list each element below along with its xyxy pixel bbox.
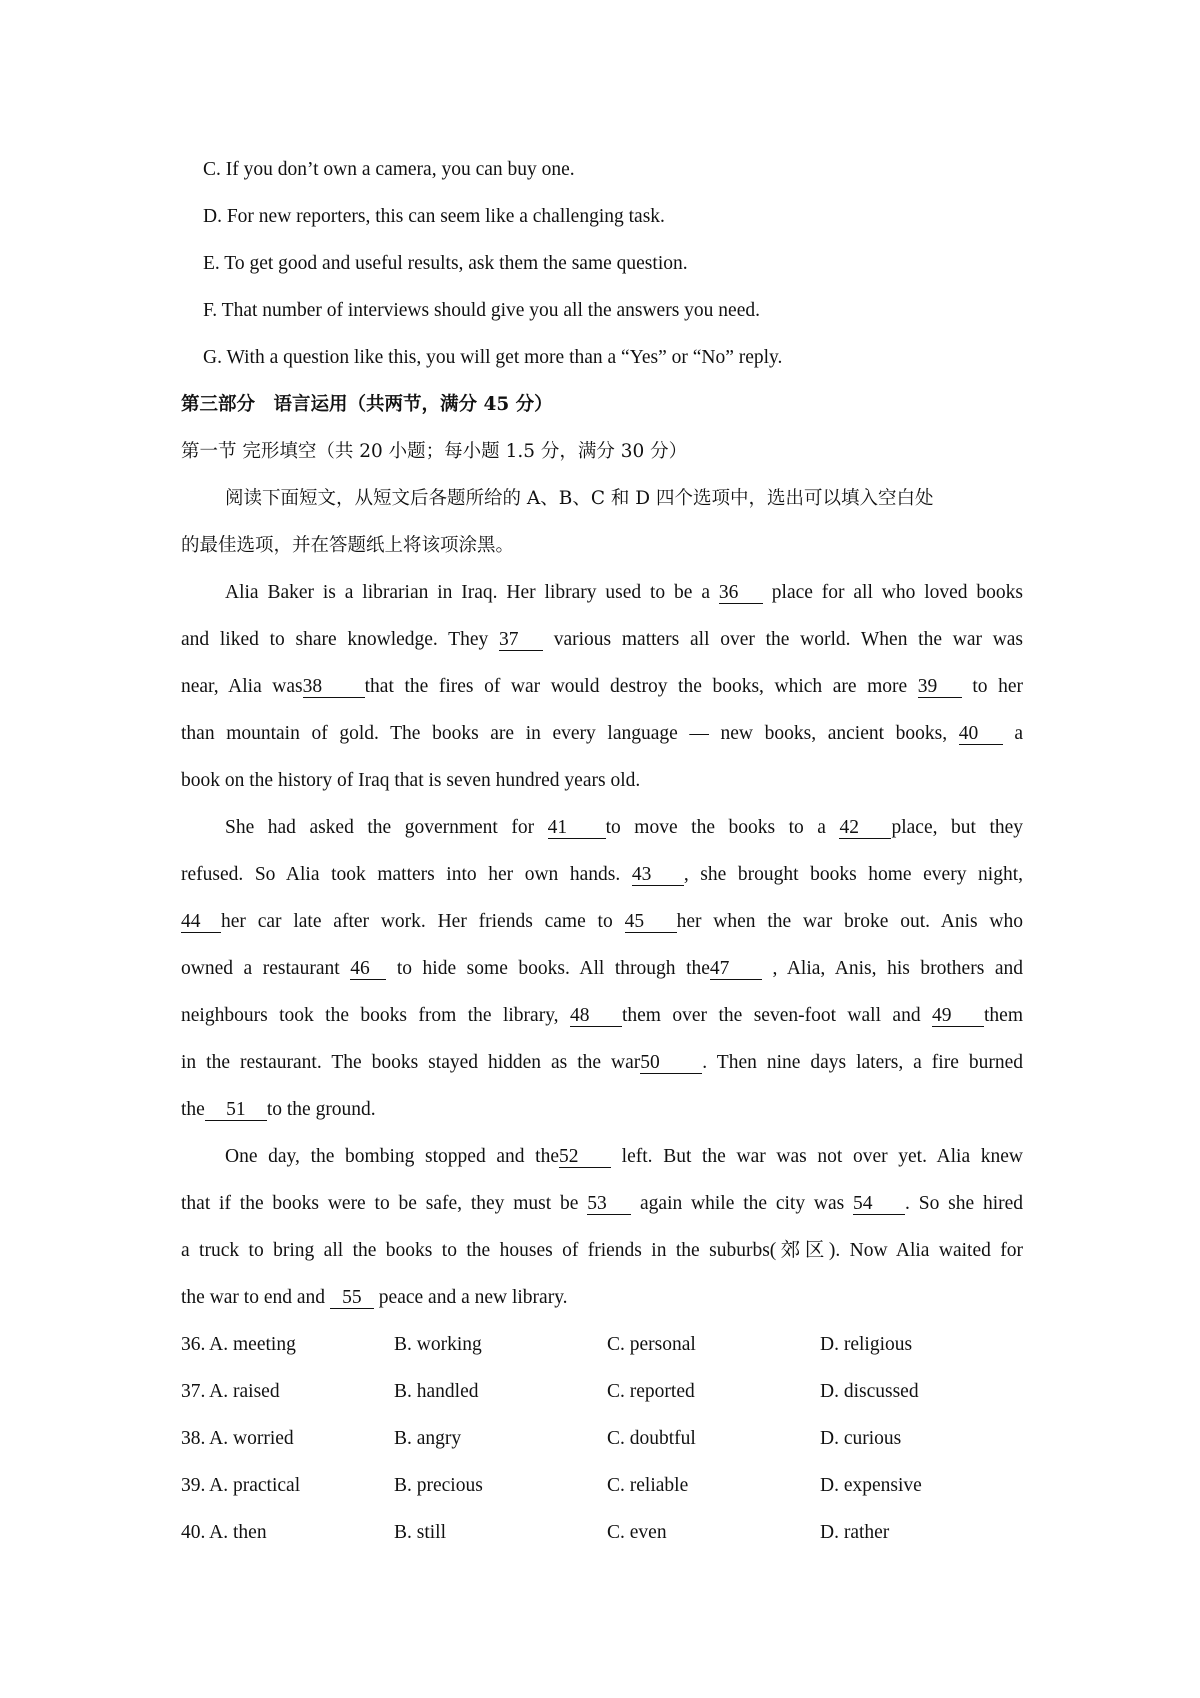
- blank-45: 45: [625, 912, 677, 933]
- option-e: E. To get good and useful results, ask them the same question.: [203, 253, 688, 274]
- blank-42: 42: [839, 818, 891, 839]
- passage-line: neighbours took the books from the library, 48 them over the seven-foot wall and 49 them: [181, 1005, 1023, 1026]
- passage-line: and liked to share knowledge. They 37 various matters all over the world. When the war was: [181, 629, 1024, 650]
- question-40-option-a: 40. A. then: [181, 1522, 267, 1543]
- blank-43: 43: [632, 865, 684, 886]
- blank-44: 44: [181, 912, 221, 933]
- passage-line: the 51 to the ground.: [181, 1099, 376, 1120]
- option-c: C. If you don’t own a camera, you can buy one.: [203, 159, 575, 180]
- blank-39: 39: [918, 677, 962, 698]
- passage-line: One day, the bombing stopped and the52 left. But the war was not over yet. Alia knew: [225, 1146, 1023, 1167]
- question-36-option-c: C. personal: [607, 1334, 696, 1355]
- question-40-option-b: B. still: [394, 1522, 447, 1543]
- question-38-option-d: D. curious: [820, 1428, 902, 1449]
- option-g: G. With a question like this, you will get more than a “Yes” or “No” reply.: [203, 347, 783, 368]
- question-39-option-b: B. precious: [394, 1475, 483, 1496]
- passage-line: Alia Baker is a librarian in Iraq. Her library used to be a 36 place for all who loved books: [225, 582, 1024, 603]
- passage-line: a truck to bring all the books to the houses of friends in the suburbs(郊区). Now Alia waited for: [181, 1240, 1023, 1261]
- question-40-option-d: D. rather: [820, 1522, 890, 1543]
- passage-line: owned a restaurant 46 to hide some books. All through the47 , Alia, Anis, his brothers and: [181, 958, 1024, 979]
- blank-53: 53: [587, 1194, 631, 1215]
- question-36-option-b: B. working: [394, 1334, 482, 1355]
- passage-line: that if the books were to be safe, they must be 53 again while the city was 54 . So she hired: [181, 1193, 1024, 1214]
- blank-52: 52: [559, 1147, 611, 1168]
- question-39-option-a: 39. A. practical: [181, 1475, 301, 1496]
- blank-49: 49: [932, 1006, 984, 1027]
- question-36-option-d: D. religious: [820, 1334, 913, 1355]
- passage-line: the war to end and 55 peace and a new library.: [181, 1287, 568, 1308]
- blank-38: 38: [303, 677, 365, 698]
- blank-36: 36: [719, 583, 763, 604]
- blank-41: 41: [548, 818, 606, 839]
- blank-40: 40: [959, 724, 1003, 745]
- blank-50: 50: [640, 1053, 702, 1074]
- instruction-line-2: 的最佳选项，并在答题纸上将该项涂黑。: [181, 535, 515, 556]
- blank-51: 51: [205, 1100, 267, 1121]
- question-39-option-d: D. expensive: [820, 1475, 922, 1496]
- passage-line: near, Alia was38 that the fires of war would destroy the books, which are more 39 to her: [181, 676, 1024, 697]
- question-37-option-d: D. discussed: [820, 1381, 919, 1402]
- passage-line: in the restaurant. The books stayed hidden as the war50 . Then nine days laters, a fire burned: [181, 1052, 1023, 1073]
- section-heading: 第一节 完形填空（共 20 小题；每小题 1.5 分，满分 30 分）: [181, 441, 688, 462]
- question-37-option-c: C. reported: [607, 1381, 695, 1402]
- question-39-option-c: C. reliable: [607, 1475, 689, 1496]
- blank-37: 37: [499, 630, 543, 651]
- blank-48: 48: [570, 1006, 622, 1027]
- blank-55: 55: [330, 1288, 374, 1309]
- part-heading: 第三部分 语言运用（共两节，满分 45 分）: [181, 394, 553, 415]
- passage-line: She had asked the government for 41 to move the books to a 42 place, but they: [225, 817, 1024, 838]
- question-37-option-b: B. handled: [394, 1381, 479, 1402]
- passage-line: 44 her car late after work. Her friends came to 45 her when the war broke out. Anis who: [181, 911, 1024, 932]
- question-40-option-c: C. even: [607, 1522, 667, 1543]
- blank-46: 46: [350, 959, 386, 980]
- question-38-option-b: B. angry: [394, 1428, 462, 1449]
- question-36-option-a: 36. A. meeting: [181, 1334, 296, 1355]
- question-38-option-a: 38. A. worried: [181, 1428, 294, 1449]
- blank-47: 47: [710, 959, 762, 980]
- option-d: D. For new reporters, this can seem like a challenging task.: [203, 206, 665, 227]
- option-f: F. That number of interviews should give you all the answers you need.: [203, 300, 760, 321]
- question-37-option-a: 37. A. raised: [181, 1381, 280, 1402]
- passage-line: book on the history of Iraq that is seven hundred years old.: [181, 770, 641, 791]
- question-38-option-c: C. doubtful: [607, 1428, 696, 1449]
- passage-line: than mountain of gold. The books are in every language — new books, ancient books, 40 a: [181, 723, 1024, 744]
- passage-line: refused. So Alia took matters into her own hands. 43 , she brought books home every night,: [181, 864, 1023, 885]
- blank-54: 54: [853, 1194, 905, 1215]
- instruction-line-1: 阅读下面短文，从短文后各题所给的 A、B、C 和 D 四个选项中，选出可以填入空白处: [225, 488, 934, 509]
